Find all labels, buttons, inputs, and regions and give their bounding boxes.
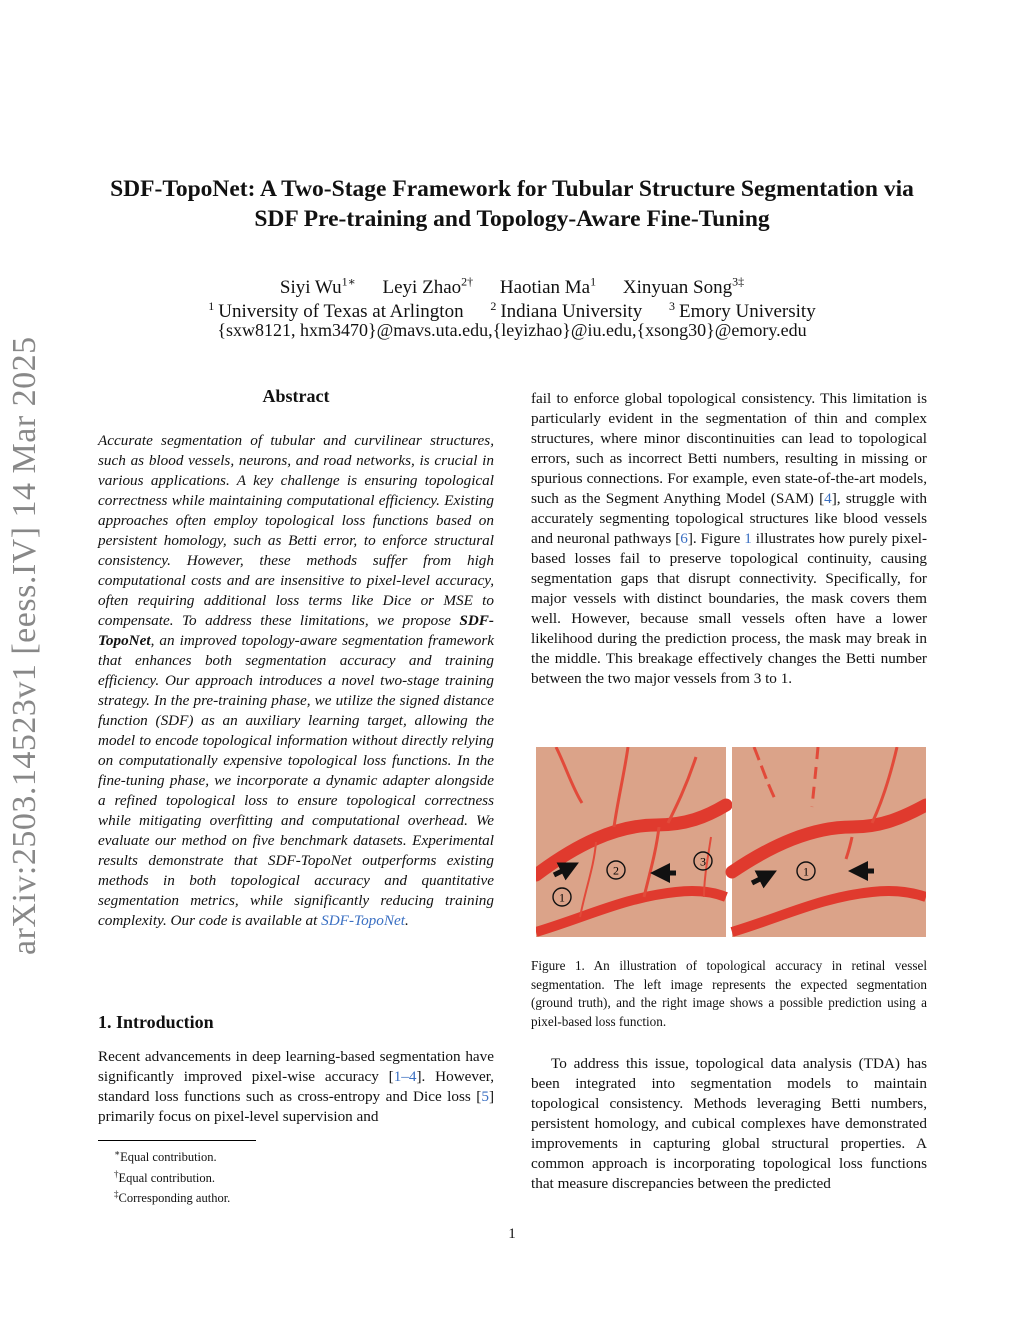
author-name: Haotian Ma — [499, 277, 591, 299]
abstract-text: . — [404, 912, 409, 929]
body-text: illustrates how purely pixel-based losses fail to preserve topological continuity, causing segmentation gaps that disrupt connectivity. Specifically, for major vessels with distinct boundaries, the mask covers them well. However, because small vessels often have a lower likelihood during the prediction process, the mask may break in the middle. This breakage effectively changes the Betti number between the two major vessels from 3 to 1. — [531, 530, 927, 687]
footnote-text: Equal contribution. — [118, 1170, 216, 1185]
figure-1 — [536, 747, 926, 937]
footnote-text: Corresponding author. — [118, 1191, 231, 1206]
footnote-mark: ∗ — [114, 1148, 121, 1158]
intro-text: ] primarily focus on pixel-level supervision and — [98, 1088, 494, 1125]
footnote-mark: † — [114, 1168, 119, 1179]
footnote-text: Equal contribution. — [120, 1150, 217, 1165]
region-label: 1 — [559, 890, 565, 905]
author-marker: 2† — [461, 275, 474, 289]
author-name: Siyi Wu — [279, 277, 342, 299]
author-name: Xinyuan Song — [622, 277, 733, 299]
introduction-heading: 1. Introduction — [98, 1012, 214, 1032]
citation-link[interactable]: 4 — [824, 490, 832, 507]
abstract-body — [98, 431, 494, 931]
footnote — [114, 1186, 230, 1207]
affiliation-name: University of Texas at Arlington — [218, 301, 464, 323]
tissue-background — [732, 747, 926, 937]
intro-text: Recent advancements in deep learning-based segmentation have significantly improved pixel-wise accuracy [ — [98, 1048, 494, 1085]
figure-reference-link[interactable]: 1 — [744, 530, 752, 547]
page-number: 1 — [508, 1226, 516, 1242]
region-label: 1 — [803, 864, 809, 879]
title-line-2: SDF Pre-training and Topology-Aware Fine-Tuning — [254, 206, 770, 232]
body-text: ], struggle with accurately segmenting topological structures like blood vessels and neuronal pathways [ — [531, 490, 927, 547]
citation-link[interactable]: 6 — [680, 530, 688, 547]
author-marker: 1 — [590, 275, 597, 289]
citation-link[interactable]: 5 — [481, 1088, 489, 1105]
footnote-mark: ‡ — [114, 1189, 119, 1200]
paper-title — [80, 174, 944, 234]
author-marker: 1∗ — [341, 275, 356, 289]
code-link[interactable]: SDF-TopoNet — [321, 912, 405, 929]
abstract-heading: Abstract — [262, 386, 330, 406]
figure-1-images — [536, 747, 926, 937]
method-name: SDF-TopoNet — [98, 612, 494, 649]
abstract-text: , an improved topology-aware segmentation framework that enhances both segmentation accuracy and training efficiency. Our approach introduces a novel two-stage training strategy. In the pre-training phase, we utilize the signed distance function (SDF) as an auxiliary learning target, allowing the model to encode topological information without directly relying on computationally expensive topological loss functions. In the fine-tuning phase, we incorporate a dynamic adapter alongside a refined topological loss to ensure topological correctness while mitigating overfitting and computational overhead. We evaluate our method on five benchmark datasets. Experimental results demonstrate that SDF-TopoNet outperforms existing methods in both topological accuracy and quantitative segmentation metrics, while significantly reducing training complexity. Our code is available at — [98, 632, 494, 929]
footnote — [114, 1145, 230, 1166]
footnote-divider — [98, 1140, 256, 1141]
arxiv-stamp: arXiv:2503.14523v1 [eess.IV] 14 Mar 2025 — [6, 336, 43, 955]
affiliation-number: 2 — [490, 299, 497, 313]
tissue-background — [536, 747, 726, 937]
region-label: 3 — [700, 854, 706, 869]
affiliation-number: 1 — [208, 299, 215, 313]
figure-1-caption: Figure 1. An illustration of topological accuracy in retinal vessel segmentation. The left image represents the expected segmentation (ground truth), and the right image shows a possible prediction using a pixel-based loss function. — [531, 958, 927, 1029]
intro-text: ]. However, standard loss functions such as cross-entropy and Dice loss [ — [98, 1068, 494, 1105]
citation-link[interactable]: 1–4 — [393, 1068, 417, 1085]
introduction-body — [98, 1047, 494, 1127]
right-column-paragraph — [531, 389, 927, 689]
ground-truth-panel — [536, 747, 726, 937]
affiliation-number: 3 — [669, 299, 676, 313]
prediction-panel — [732, 747, 926, 937]
abstract-text: Accurate segmentation of tubular and curvilinear structures, such as blood vessels, neurons, and road networks, is crucial in various applications. A key challenge is ensuring topological correctness while maintaining computational efficiency. Existing approaches often employ topological loss functions based on persistent homology, such as Betti error, to enforce structural consistency. However, these methods suffer from high computational costs and are insensitive to pixel-level accuracy, often requiring additional loss terms like Dice or MSE to compensate. To address these limitations, we propose — [98, 432, 494, 629]
author-emails: {sxw8121, hxm3470}@mavs.uta.edu,{leyizhao}@iu.edu,{xsong30}@emory.edu — [217, 320, 807, 340]
right-column-paragraph-2: To address this issue, topological data analysis (TDA) has been integrated into segmentation models to maintain topological consistency. Methods leveraging Betti numbers, persistent homology, and cubical complexes have demonstrated improvements in capturing global structural properties. A common approach is incorporating topological loss functions that measure discrepancies between the predicted — [531, 1055, 927, 1192]
body-text: fail to enforce global topological consistency. This limitation is particularly evident in the segmentation of thin and complex structures, where minor discontinuities can lead to topological errors, such as incorrect Betti numbers, resulting in missing or spurious connections. For example, even state-of-the-art models, such as the Segment Anything Model (SAM) [ — [531, 390, 927, 507]
author-marker: 3‡ — [732, 275, 745, 289]
footnote — [114, 1166, 230, 1187]
affiliation-name: Emory University — [679, 301, 816, 323]
affiliation-name: Indiana University — [500, 301, 643, 323]
author-name: Leyi Zhao — [382, 277, 462, 299]
footnotes — [114, 1145, 230, 1207]
title-line-1: SDF-TopoNet: A Two-Stage Framework for Tubular Structure Segmentation via — [110, 176, 914, 202]
region-label: 2 — [613, 863, 619, 878]
body-text: ]. Figure — [687, 530, 745, 547]
